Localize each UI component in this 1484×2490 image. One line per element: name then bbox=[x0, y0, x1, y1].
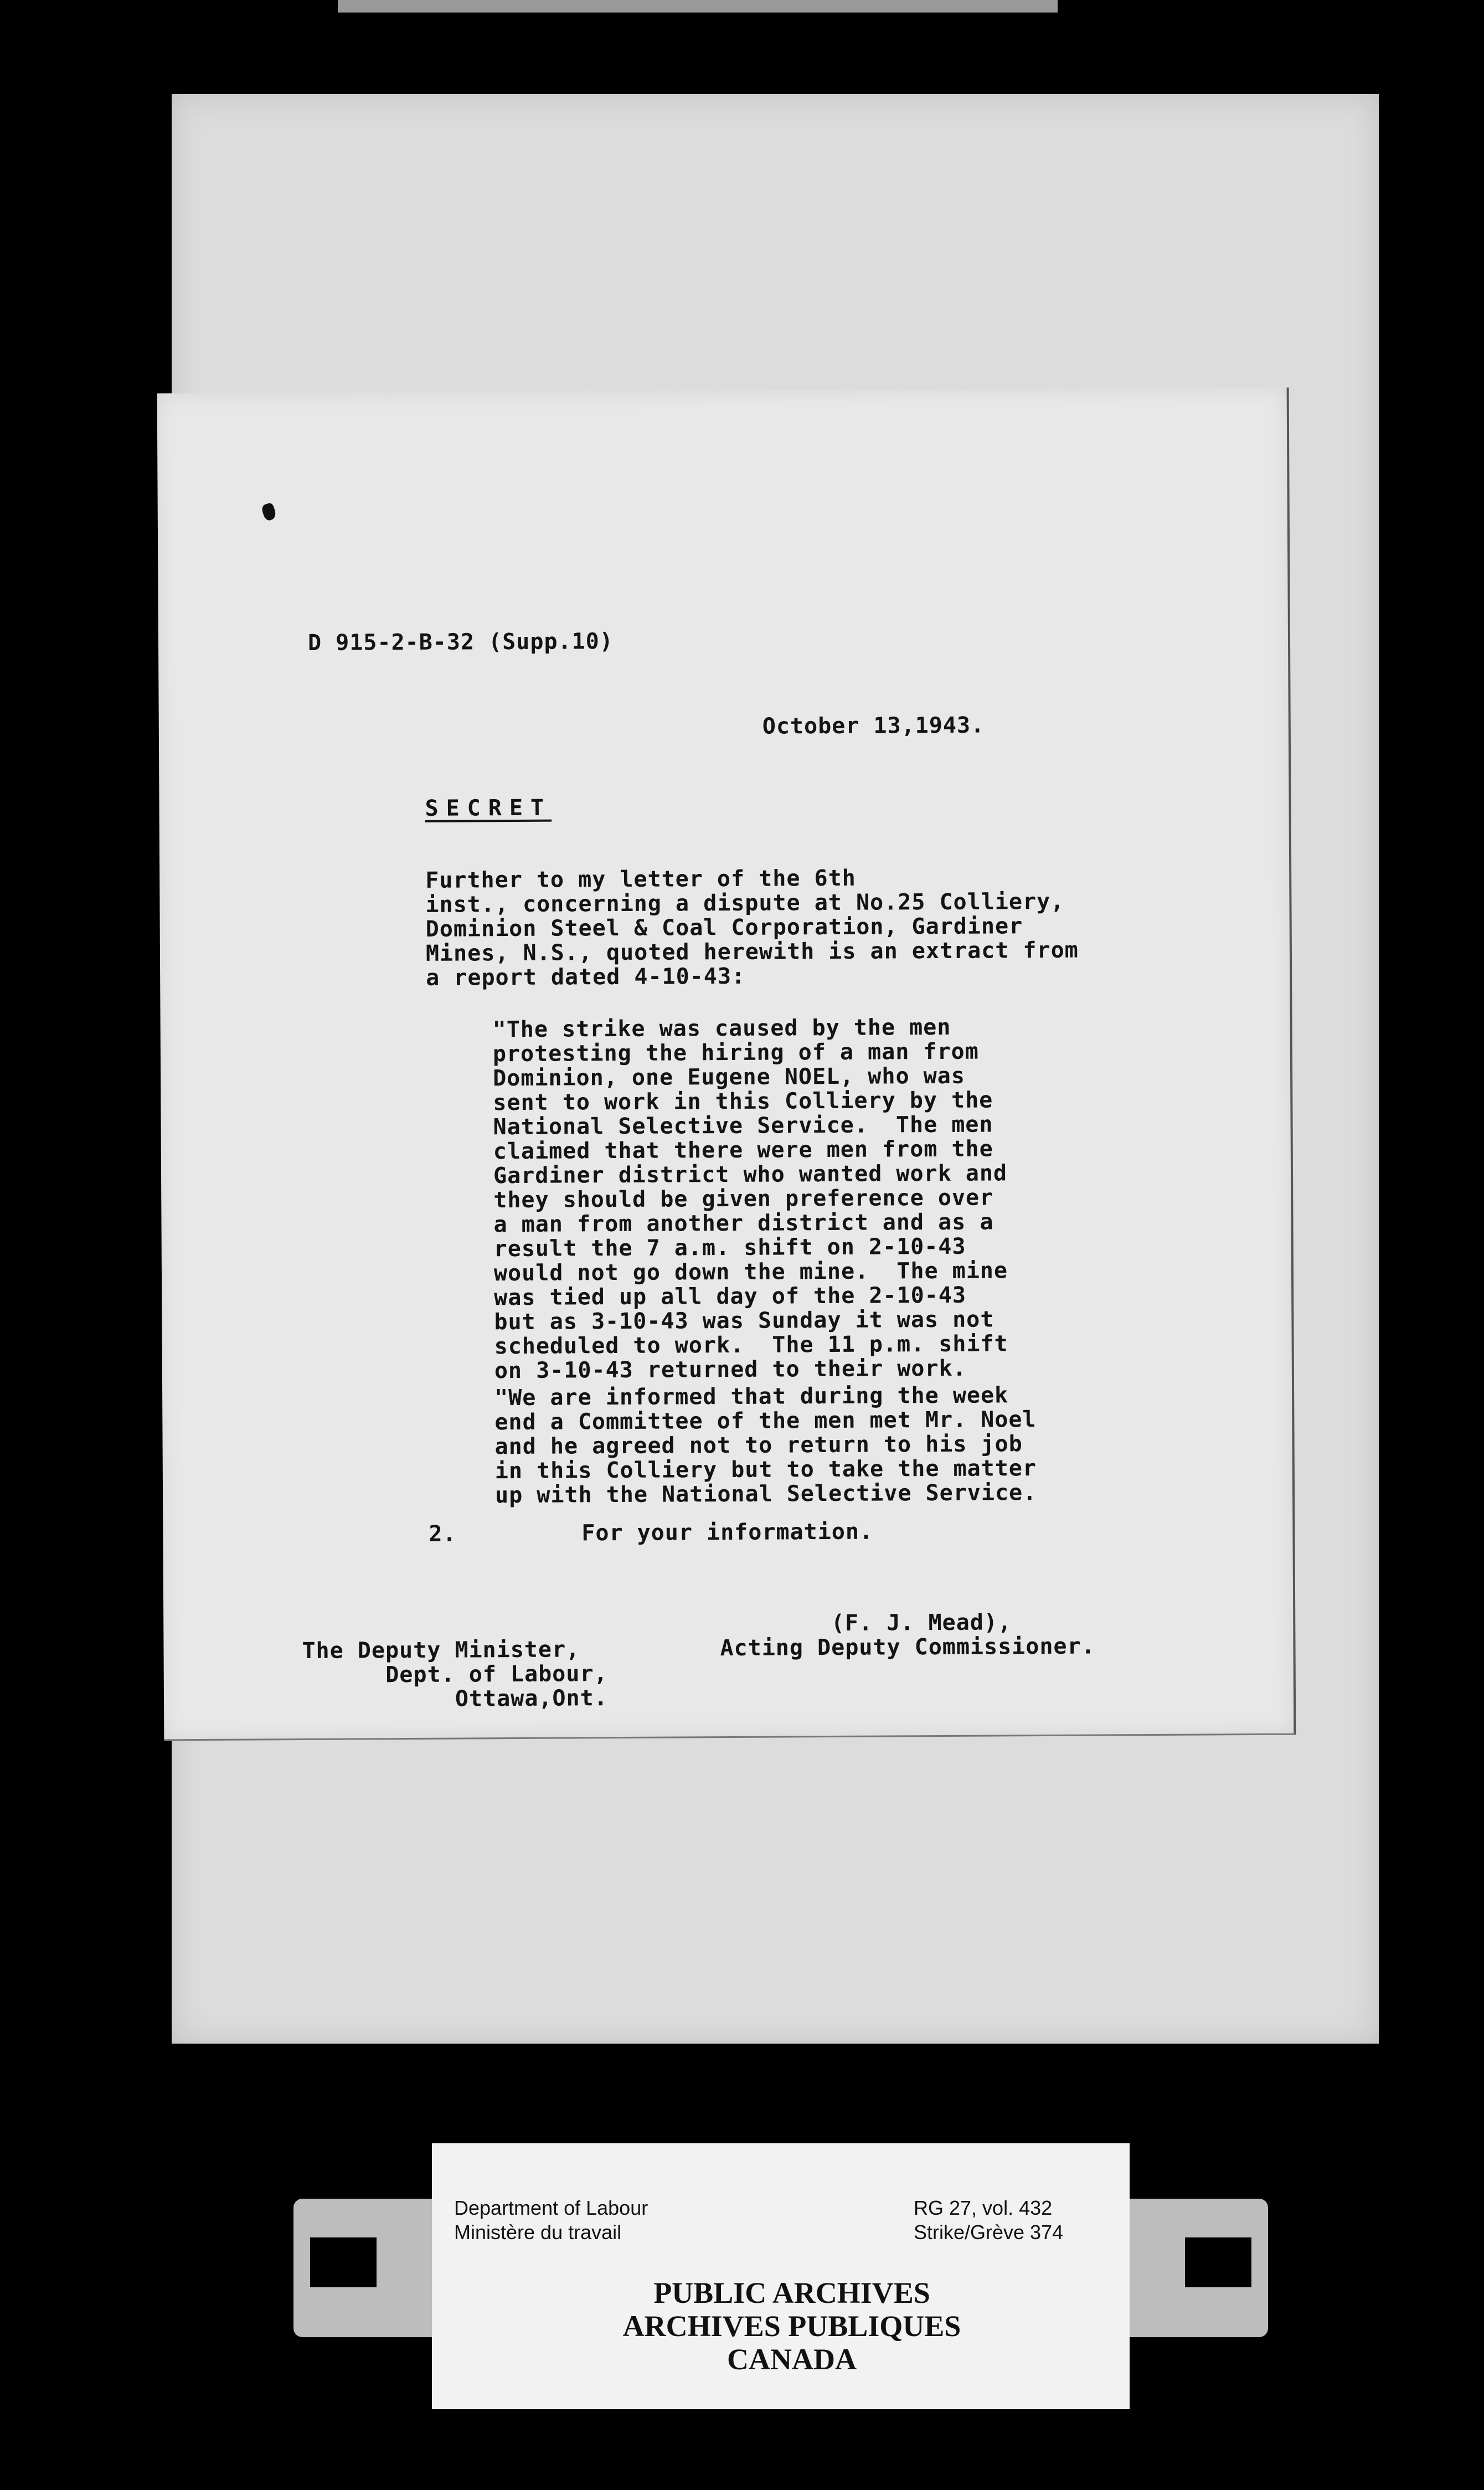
archive-reference-label: RG 27, vol. 432 Strike/Grève 374 bbox=[914, 2196, 1064, 2244]
quoted-report-paragraph-1: "The strike was caused by the men protesting the hiring of a man from Dominion, one Eugene NOEL, who was sent to work in this Colliery by the National Selective Service. The men claimed that there were men from the Gardiner district who wanted work and they should be given preference over a man from another district and as a result the 7 a.m. shift on 2-10-43 would not go down the mine. The mine was tied up all day of the 2-10-43 but as 3-10-43 was Sunday it was not scheduled to work. The 11 p.m. shift on 3-10-43 returned to their work. bbox=[492, 1014, 1008, 1384]
archive-tab-notch-left bbox=[310, 2237, 377, 2287]
archive-tab-notch-right bbox=[1185, 2237, 1251, 2287]
signature-block: (F. J. Mead), Acting Deputy Commissioner. bbox=[720, 1609, 1095, 1661]
stamp-line-1: PUBLIC ARCHIVES bbox=[653, 2276, 930, 2309]
addressee-block: The Deputy Minister, Dept. of Labour, Ottawa,Ont. bbox=[302, 1637, 608, 1713]
intro-paragraph: Further to my letter of the 6th inst., concerning a dispute at No.25 Colliery, Dominion Steel & Coal Corporation, Gardiner Mines, N.S., quoted herewith is an extract from a report dated 4-10-43: bbox=[425, 865, 1079, 991]
letter-page bbox=[157, 388, 1296, 1741]
quoted-report-paragraph-2: "We are informed that during the week end a Committee of the men met Mr. Noel and he agreed not to return to his job in this Colliery but to take the matter up with the National Selective Service. bbox=[494, 1382, 1037, 1509]
stamp-line-2: ARCHIVES PUBLIQUES bbox=[622, 2309, 961, 2343]
classification-heading: SECRET bbox=[425, 795, 552, 821]
letter-date: October 13,1943. bbox=[762, 712, 985, 739]
ink-mark bbox=[261, 502, 277, 522]
file-reference: D 915-2-B-32 (Supp.10) bbox=[307, 629, 614, 656]
stamp-line-3: CANADA bbox=[727, 2343, 857, 2376]
archive-department-label: Department of Labour Ministère du travail bbox=[454, 2196, 648, 2244]
public-archives-stamp bbox=[543, 2276, 1041, 2376]
closing-paragraph: 2. For your information. bbox=[429, 1519, 874, 1547]
film-frame-strip bbox=[338, 0, 1058, 13]
